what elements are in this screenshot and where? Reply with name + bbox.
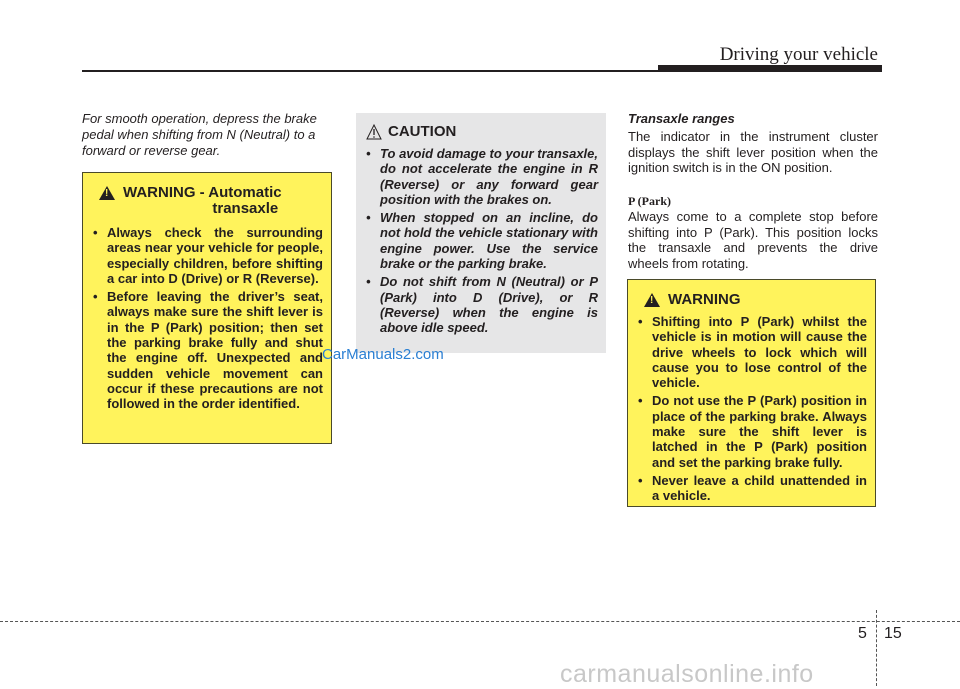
page-number-divider xyxy=(876,610,877,686)
page-number: 15 xyxy=(884,625,902,642)
list-item: • To avoid damage to your transaxle, do not accelerate the engine in R (Reverse) or any forward gear position with the brakes on. xyxy=(366,146,598,207)
warning-header xyxy=(99,185,323,217)
site-watermark: carmanualsonline.info xyxy=(560,660,814,688)
transaxle-ranges-heading: Transaxle ranges xyxy=(628,111,735,126)
carmanuals-watermark: CarManuals2.com xyxy=(322,346,444,363)
park-paragraph: Always come to a complete stop before shifting into P (Park). This position locks the transaxle and prevents the drive wheels from rotating. xyxy=(628,209,878,271)
footer-dashed-rule xyxy=(0,621,960,622)
list-item: • Do not shift from N (Neutral) or P (Park) into D (Drive), or R (Reverse) when the engine is above idle speed. xyxy=(366,274,598,335)
warning-title-line1: WARNING - Automatic xyxy=(123,184,282,201)
section-number: 5 xyxy=(858,625,867,642)
page-header-title: Driving your vehicle xyxy=(719,44,878,65)
ranges-intro-paragraph: The indicator in the instrument cluster displays the shift lever position when the ignition switch is in the ON position. xyxy=(628,129,878,175)
warning-title-line2: transaxle xyxy=(212,200,279,217)
warning-header xyxy=(644,292,867,308)
list-item: • Never leave a child unattended in a vehicle. xyxy=(638,473,867,504)
list-item: • Before leaving the driver’s seat, always make sure the shift lever is in the P (Park) position; then set the parking brake fully and shut the engine off. Unexpected and sudden vehicle movement can occur if these precautions are not followed in the order identified. xyxy=(93,289,323,411)
warning-triangle-icon xyxy=(99,186,115,200)
warning-list xyxy=(638,314,867,504)
park-heading: P (Park) xyxy=(628,194,671,208)
list-item: • Always check the surrounding areas near your vehicle for people, especially children, before shifting a car into D (Drive) or R (Reverse). xyxy=(93,225,323,286)
warning-title xyxy=(123,185,282,217)
warning-triangle-icon xyxy=(644,293,660,307)
warning-list xyxy=(93,225,323,412)
header-rule-accent xyxy=(658,65,882,72)
warning-park-box xyxy=(627,279,876,507)
caution-title: CAUTION xyxy=(388,123,457,140)
caution-box xyxy=(356,113,606,353)
caution-header xyxy=(366,123,598,140)
list-item: • Do not use the P (Park) position in place of the parking brake. Always make sure the shift lever is latched in the P (Park) position and set the parking brake fully. xyxy=(638,393,867,469)
caution-triangle-icon xyxy=(366,124,382,140)
intro-paragraph: For smooth operation, depress the brake pedal when shifting from N (Neutral) to a forward or reverse gear. xyxy=(82,111,317,158)
caution-list xyxy=(366,146,598,336)
list-item: • Shifting into P (Park) whilst the vehicle is in motion will cause the drive wheels to lock which will cause you to lose control of the vehicle. xyxy=(638,314,867,390)
list-item: • When stopped on an incline, do not hold the vehicle stationary with engine power. Use the service brake or the parking brake. xyxy=(366,210,598,271)
warning-title: WARNING xyxy=(668,291,741,308)
warning-automatic-transaxle-box xyxy=(82,172,332,444)
